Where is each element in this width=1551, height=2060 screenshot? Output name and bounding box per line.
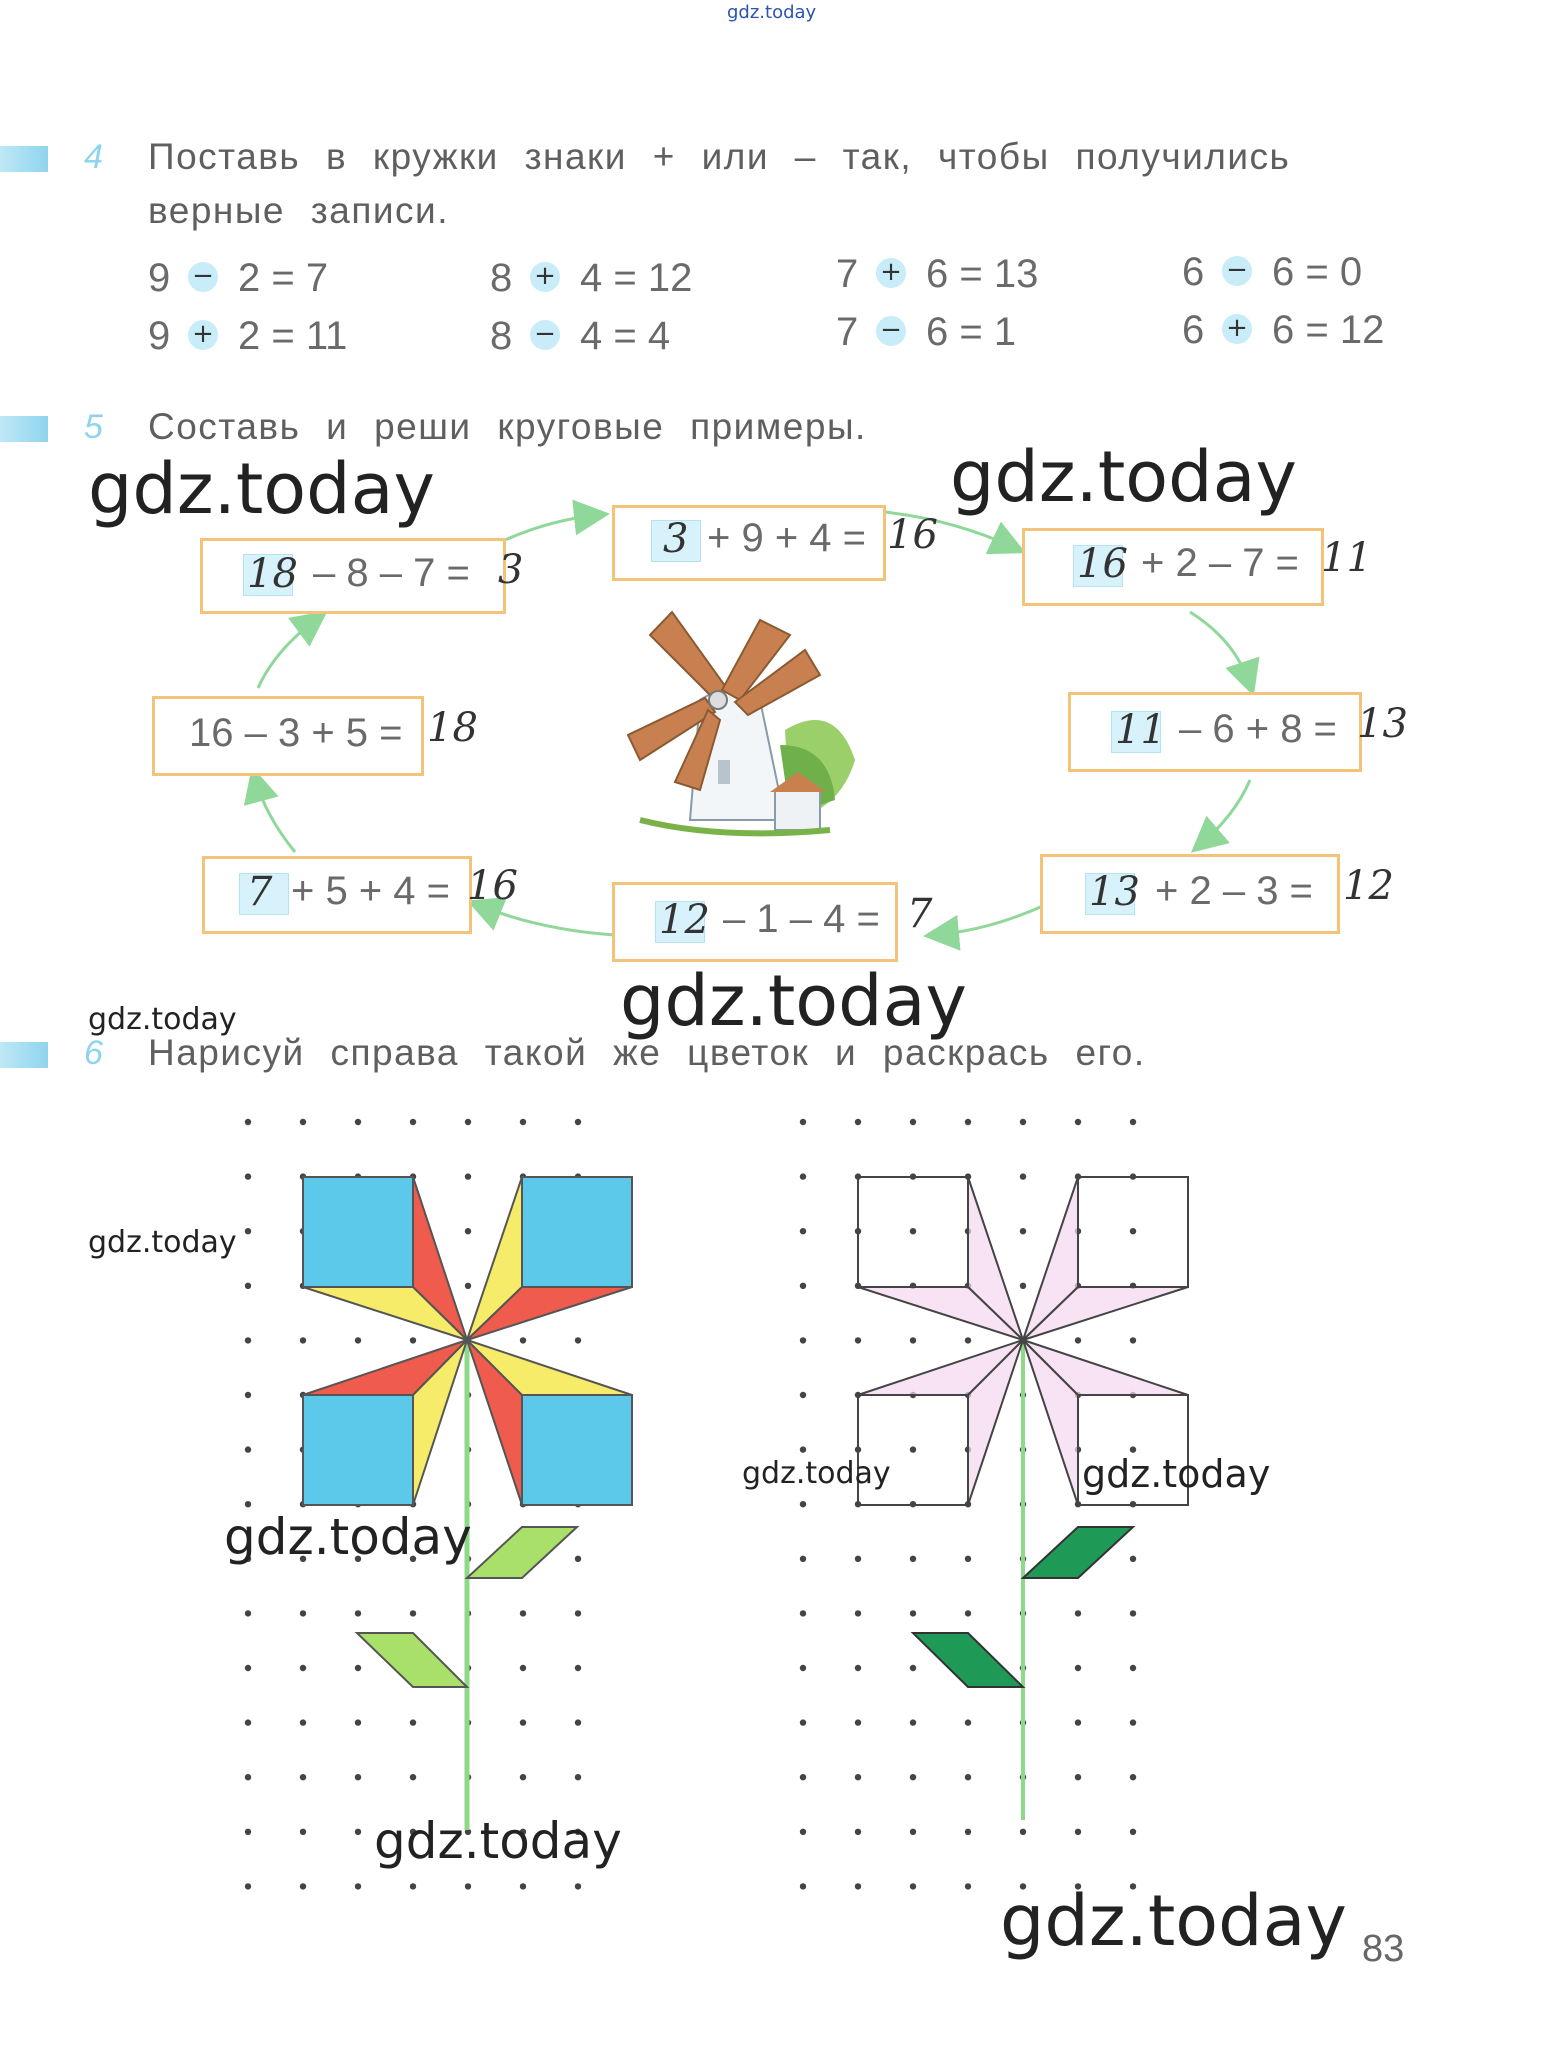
slot-value: 11	[1115, 707, 1166, 753]
eq-3-rest: 4 = 12	[580, 256, 693, 300]
grid-dot	[300, 1665, 306, 1671]
grid-dot	[300, 1719, 306, 1725]
grid-dot	[855, 1665, 861, 1671]
grid-dot	[910, 1610, 916, 1616]
grid-dot	[520, 1883, 526, 1889]
task5-number: 5	[84, 408, 103, 446]
grid-dot	[575, 1610, 581, 1616]
grid-dot	[800, 1829, 806, 1835]
watermark: gdz.today	[742, 1456, 891, 1491]
eq-8-circle: +	[1222, 314, 1252, 344]
grid-dot	[965, 1556, 971, 1562]
grid-dot	[855, 1774, 861, 1780]
grid-dot	[520, 1719, 526, 1725]
task4-text-line1: Поставь в кружки знаки + или – так, чтобы получились	[148, 136, 1291, 177]
grid-dot	[1130, 1610, 1136, 1616]
grid-dot	[245, 1883, 251, 1889]
grid-dot	[575, 1119, 581, 1125]
watermark: gdz.today	[88, 448, 435, 530]
grid-dot	[910, 1556, 916, 1562]
slot-value: 13	[1089, 869, 1140, 915]
arrow-1	[505, 515, 598, 540]
watermark: gdz.today	[950, 436, 1297, 518]
slot-value: 12	[659, 897, 710, 943]
grid-dot	[245, 1228, 251, 1234]
eq-7-rest: 6 = 0	[1272, 250, 1363, 294]
grid-dot	[245, 1610, 251, 1616]
grid-dot	[910, 1337, 916, 1343]
grid-dot	[575, 1556, 581, 1562]
grid-dot	[300, 1774, 306, 1780]
grid-dot	[1075, 1665, 1081, 1671]
expression: – 1 – 4 =	[723, 897, 880, 941]
grid-dot	[1020, 1173, 1026, 1179]
grid-dot	[245, 1337, 251, 1343]
grid-dot	[300, 1119, 306, 1125]
eq-6-rest: 6 = 1	[926, 310, 1017, 354]
leaf	[357, 1633, 467, 1687]
grid-dot	[465, 1228, 471, 1234]
grid-dot	[355, 1337, 361, 1343]
grid-dot	[355, 1719, 361, 1725]
task4-number: 4	[84, 138, 103, 176]
grid-dot	[910, 1774, 916, 1780]
grid-dot	[245, 1719, 251, 1725]
grid-dot	[575, 1719, 581, 1725]
eq-2-a: 9	[148, 314, 171, 358]
grid-dot	[1130, 1228, 1136, 1234]
grid-dot	[800, 1228, 806, 1234]
eq-3-circle: +	[530, 262, 560, 292]
eq-8-rest: 6 = 12	[1272, 308, 1385, 352]
leaf	[1023, 1527, 1133, 1578]
grid-dot	[245, 1173, 251, 1179]
task6-text: Нарисуй справа такой же цветок и раскрась его.	[148, 1032, 1146, 1073]
eq-2-rest: 2 = 11	[238, 314, 348, 358]
grid-dot	[1020, 1228, 1026, 1234]
grid-dot	[1130, 1556, 1136, 1562]
task6-number: 6	[84, 1034, 103, 1072]
reference-flower	[303, 1177, 632, 1830]
arrow-5	[935, 905, 1045, 935]
expression: + 5 + 4 =	[291, 869, 451, 913]
grid-dot	[245, 1283, 251, 1289]
header-watermark: gdz.today	[727, 2, 817, 23]
grid-dot	[410, 1610, 416, 1616]
slot-value: 3	[663, 516, 689, 562]
expression: 16 – 3 + 5 =	[189, 711, 403, 755]
petal-square	[303, 1177, 413, 1287]
example-box-6	[612, 882, 933, 962]
grid-dot	[1020, 1283, 1026, 1289]
slot-value: 18	[247, 551, 298, 597]
watermark: gdz.today	[1000, 1880, 1347, 1962]
grid-dot	[245, 1119, 251, 1125]
petal-square	[303, 1395, 413, 1505]
eq-1-rest: 2 = 7	[238, 256, 329, 300]
watermark: gdz.today	[224, 1508, 472, 1566]
arrow-7	[255, 778, 295, 852]
grid-dot	[355, 1610, 361, 1616]
grid-dot	[855, 1337, 861, 1343]
grid-dot	[410, 1119, 416, 1125]
eq-5-circle: +	[876, 258, 906, 288]
example-box-2	[612, 505, 938, 581]
answer: 16	[467, 863, 518, 909]
grid-dot	[800, 1501, 806, 1507]
grid-dot	[355, 1665, 361, 1671]
example-box-1	[200, 538, 524, 614]
eq-7-circle: −	[1222, 256, 1252, 286]
task6-marker	[0, 1042, 48, 1068]
eq-8-a: 6	[1182, 308, 1205, 352]
arrow-3	[1190, 612, 1250, 685]
eq-5-a: 7	[836, 252, 859, 296]
grid-dot	[300, 1883, 306, 1889]
answer: 13	[1357, 701, 1408, 747]
answer: 18	[427, 705, 478, 751]
grid-dot	[245, 1829, 251, 1835]
grid-dot	[520, 1665, 526, 1671]
grid-dot	[575, 1337, 581, 1343]
grid-dot	[300, 1829, 306, 1835]
watermark: gdz.today	[88, 1002, 237, 1037]
grid-dot	[910, 1446, 916, 1452]
grid-dot	[855, 1883, 861, 1889]
grid-dot	[465, 1119, 471, 1125]
answer: 3	[498, 547, 524, 593]
petal-square	[522, 1177, 632, 1287]
grid-dot	[575, 1665, 581, 1671]
expression: + 2 – 3 =	[1155, 869, 1313, 913]
example-box-7	[202, 856, 518, 934]
expression: + 2 – 7 =	[1141, 541, 1299, 585]
eq-6-circle: −	[876, 316, 906, 346]
grid-dot	[1130, 1774, 1136, 1780]
grid-dot	[1075, 1829, 1081, 1835]
grid-dot	[1130, 1719, 1136, 1725]
grid-dot	[1130, 1665, 1136, 1671]
grid-dot	[1075, 1719, 1081, 1725]
grid-dot	[465, 1883, 471, 1889]
grid-dot	[910, 1719, 916, 1725]
watermark: gdz.today	[374, 1812, 622, 1870]
grid-dot	[800, 1719, 806, 1725]
grid-dot	[800, 1556, 806, 1562]
grid-dot	[245, 1774, 251, 1780]
example-box-8	[152, 696, 478, 776]
grid-dot	[1075, 1337, 1081, 1343]
grid-dot	[1075, 1610, 1081, 1616]
grid-dot	[575, 1883, 581, 1889]
grid-dot	[800, 1665, 806, 1671]
grid-dot	[910, 1829, 916, 1835]
task5-text: Составь и реши круговые примеры.	[148, 406, 867, 447]
grid-dot	[355, 1774, 361, 1780]
flower-drawings	[0, 1080, 1551, 1930]
eq-5-rest: 6 = 13	[926, 252, 1039, 296]
grid-dot	[355, 1119, 361, 1125]
eq-2-circle: +	[188, 320, 218, 350]
slot-value: 16	[1077, 541, 1128, 587]
grid-dot	[1130, 1119, 1136, 1125]
grid-dot	[855, 1119, 861, 1125]
eq-1-circle: −	[188, 262, 218, 292]
grid-dot	[520, 1774, 526, 1780]
grid-dot	[575, 1774, 581, 1780]
grid-dot	[965, 1119, 971, 1125]
grid-dot	[520, 1119, 526, 1125]
eq-1-a: 9	[148, 256, 171, 300]
grid-dot	[1130, 1829, 1136, 1835]
answer: 12	[1343, 863, 1394, 909]
grid-dot	[855, 1610, 861, 1616]
arrow-4	[1200, 780, 1250, 845]
expression: – 6 + 8 =	[1179, 707, 1337, 751]
grid-dot	[800, 1883, 806, 1889]
grid-dot	[965, 1774, 971, 1780]
grid-dot	[520, 1337, 526, 1343]
expression: + 9 + 4 =	[707, 516, 867, 560]
grid-dot	[300, 1337, 306, 1343]
grid-dot	[410, 1774, 416, 1780]
answer: 16	[887, 512, 938, 558]
example-box-4	[1068, 692, 1408, 772]
eq-6-a: 7	[836, 310, 859, 354]
arrow-8	[258, 618, 318, 688]
grid-dot	[245, 1392, 251, 1398]
grid-dot	[855, 1829, 861, 1835]
grid-dot	[965, 1719, 971, 1725]
grid-dot	[800, 1774, 806, 1780]
grid-dot	[1075, 1774, 1081, 1780]
grid-dot	[355, 1883, 361, 1889]
eq-7-a: 6	[1182, 250, 1205, 294]
slot-value: 7	[247, 869, 273, 915]
answer: 11	[1321, 535, 1372, 581]
grid-dot	[910, 1119, 916, 1125]
grid-dot	[800, 1392, 806, 1398]
grid-dot	[965, 1337, 971, 1343]
grid-dot	[800, 1610, 806, 1616]
grid-dot	[965, 1829, 971, 1835]
grid-dot	[965, 1883, 971, 1889]
petal-square	[522, 1395, 632, 1505]
grid-dot	[800, 1283, 806, 1289]
drawn-flower	[858, 1177, 1188, 1820]
example-box-5	[1040, 854, 1394, 934]
grid-dot	[910, 1883, 916, 1889]
grid-dot	[520, 1610, 526, 1616]
arrow-6	[478, 905, 615, 935]
grid-dot	[800, 1446, 806, 1452]
leaf	[467, 1527, 577, 1578]
eq-4-a: 8	[490, 314, 513, 358]
example-box-3	[1022, 528, 1372, 606]
answer: 7	[907, 891, 933, 937]
grid-dot	[910, 1665, 916, 1671]
grid-dot	[410, 1883, 416, 1889]
grid-dot	[855, 1556, 861, 1562]
watermark: gdz.today	[620, 960, 967, 1042]
grid-dot	[465, 1173, 471, 1179]
eq-3-a: 8	[490, 256, 513, 300]
watermark: gdz.today	[88, 1225, 237, 1260]
eq-4-rest: 4 = 4	[580, 314, 671, 358]
grid-dot	[410, 1337, 416, 1343]
grid-dot	[965, 1610, 971, 1616]
page-number: 83	[1362, 1928, 1405, 1970]
grid-dot	[1020, 1829, 1026, 1835]
grid-dot	[245, 1446, 251, 1452]
leaf	[913, 1633, 1023, 1687]
grid-dot	[855, 1719, 861, 1725]
grid-dot	[800, 1173, 806, 1179]
grid-dot	[245, 1665, 251, 1671]
grid-dot	[800, 1119, 806, 1125]
task4-text-line2: верные записи.	[148, 190, 449, 231]
watermark: gdz.today	[1082, 1452, 1271, 1496]
eq-4-circle: −	[530, 320, 560, 350]
grid-dot	[1020, 1119, 1026, 1125]
grid-dot	[245, 1501, 251, 1507]
grid-dot	[910, 1228, 916, 1234]
grid-dot	[355, 1829, 361, 1835]
grid-dot	[1075, 1119, 1081, 1125]
grid-dot	[410, 1719, 416, 1725]
grid-dot	[300, 1610, 306, 1616]
grid-dot	[465, 1283, 471, 1289]
grid-dot	[800, 1337, 806, 1343]
expression: – 8 – 7 =	[313, 551, 470, 595]
grid-dot	[1130, 1337, 1136, 1343]
windmill-illustration	[628, 612, 855, 833]
